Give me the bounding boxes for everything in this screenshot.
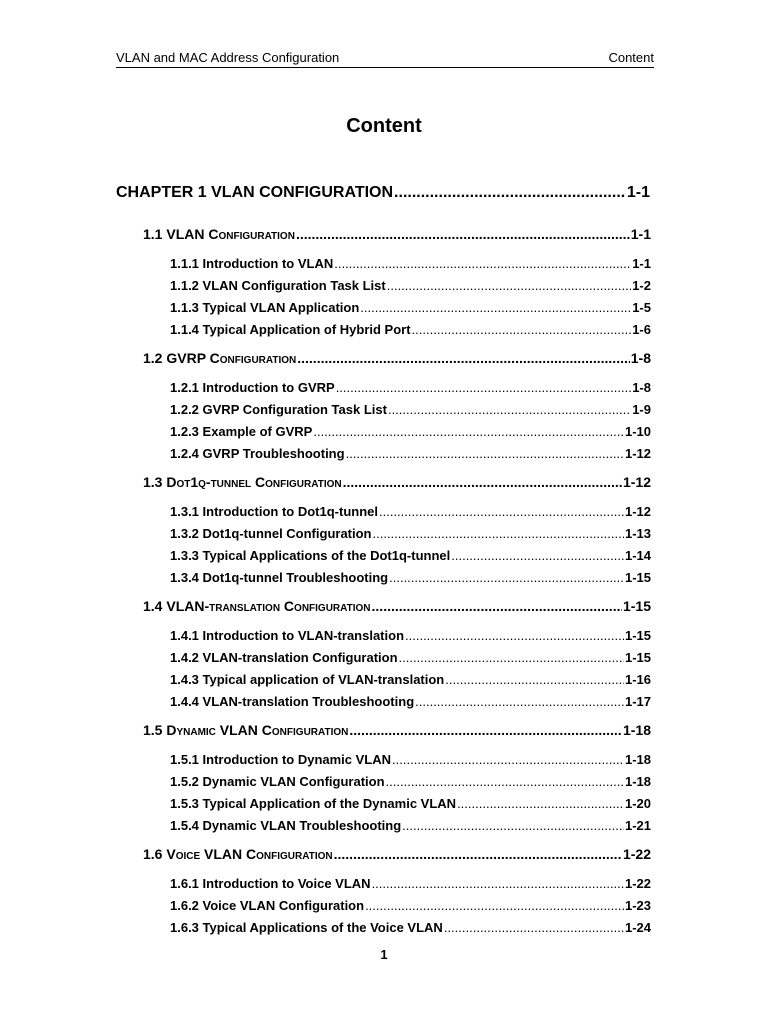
toc-leader xyxy=(387,278,631,293)
toc-section-title: 1.4 VLAN-translation Configuration xyxy=(143,598,371,614)
toc-subsection-title: 1.6.3 Typical Applications of the Voice VLAN xyxy=(170,920,443,935)
toc-leader xyxy=(343,474,622,490)
page-header xyxy=(116,50,654,68)
toc-subsection-page: 1-15 xyxy=(624,570,651,585)
toc-section-page: 1-22 xyxy=(622,846,651,862)
toc-subsection-page: 1-18 xyxy=(624,774,651,789)
toc-leader xyxy=(360,300,631,315)
toc-leader xyxy=(336,380,632,395)
toc-section-title: 1.1 VLAN Configuration xyxy=(143,226,295,242)
toc-section-page: 1-1 xyxy=(630,226,651,242)
toc-subsection-title: 1.4.4 VLAN-translation Troubleshooting xyxy=(170,694,415,709)
toc-subsection-page: 1-13 xyxy=(624,526,651,541)
toc-subsection[interactable] xyxy=(170,278,651,293)
toc-subsection-title: 1.3.2 Dot1q-tunnel Configuration xyxy=(170,526,372,541)
toc-leader xyxy=(372,598,622,614)
toc-subsection-title: 1.2.2 GVRP Configuration Task List xyxy=(170,402,387,417)
toc-subsection[interactable] xyxy=(170,570,651,585)
toc-section[interactable] xyxy=(143,350,651,366)
toc-subsection-page: 1-16 xyxy=(624,672,651,687)
toc-leader xyxy=(389,570,624,585)
toc-leader xyxy=(457,796,624,811)
toc-subsection[interactable] xyxy=(170,920,651,935)
toc-subsection-title: 1.1.3 Typical VLAN Application xyxy=(170,300,360,315)
toc-subsection-page: 1-12 xyxy=(624,446,651,461)
toc-leader xyxy=(334,256,631,271)
toc-subsection-page: 1-6 xyxy=(632,322,651,337)
toc-subsection-title: 1.5.3 Typical Application of the Dynamic VLAN xyxy=(170,796,457,811)
toc-subsection[interactable] xyxy=(170,628,651,643)
toc-leader xyxy=(349,722,622,738)
toc-subsection-title: 1.4.1 Introduction to VLAN-translation xyxy=(170,628,405,643)
toc-subsection-page: 1-10 xyxy=(624,424,651,439)
toc-leader xyxy=(392,752,624,767)
toc-section-page: 1-18 xyxy=(622,722,651,738)
toc-leader xyxy=(415,694,624,709)
toc-subsection[interactable] xyxy=(170,818,651,833)
toc-leader xyxy=(388,402,631,417)
toc-section[interactable] xyxy=(143,474,651,490)
toc-subsection-page: 1-21 xyxy=(624,818,651,833)
toc-section-title: 1.3 Dot1q-tunnel Configuration xyxy=(143,474,342,490)
page-title: Content xyxy=(346,115,422,137)
toc-subsection-title: 1.3.4 Dot1q-tunnel Troubleshooting xyxy=(170,570,389,585)
toc-section-page: 1-15 xyxy=(622,598,651,614)
header-right: Content xyxy=(608,50,654,65)
toc-subsection-page: 1-15 xyxy=(624,628,651,643)
toc-subsection-title: 1.3.3 Typical Applications of the Dot1q-tunnel xyxy=(170,548,451,563)
toc-leader xyxy=(296,226,630,242)
toc-leader xyxy=(334,846,622,862)
toc-subsection[interactable] xyxy=(170,796,651,811)
toc-subsection-page: 1-14 xyxy=(624,548,651,563)
toc-subsection-title: 1.5.2 Dynamic VLAN Configuration xyxy=(170,774,385,789)
toc-subsection-title: 1.5.4 Dynamic VLAN Troubleshooting xyxy=(170,818,402,833)
toc-subsection-page: 1-12 xyxy=(624,504,651,519)
toc-subsection-title: 1.4.3 Typical application of VLAN-translation xyxy=(170,672,445,687)
toc-subsection-page: 1-23 xyxy=(624,898,651,913)
toc-subsection-page: 1-18 xyxy=(624,752,651,767)
toc-subsection-page: 1-17 xyxy=(624,694,651,709)
toc-subsection[interactable] xyxy=(170,402,651,417)
header-left: VLAN and MAC Address Configuration xyxy=(116,50,340,65)
toc-subsection-title: 1.4.2 VLAN-translation Configuration xyxy=(170,650,398,665)
toc-leader xyxy=(365,898,624,913)
toc-subsection[interactable] xyxy=(170,504,651,519)
toc-chapter-title: CHAPTER 1 VLAN CONFIGURATION xyxy=(116,184,394,201)
toc-subsection-title: 1.2.3 Example of GVRP xyxy=(170,424,313,439)
toc-section-page: 1-12 xyxy=(622,474,651,490)
toc-subsection-page: 1-9 xyxy=(632,402,651,417)
toc-subsection[interactable] xyxy=(170,876,651,891)
toc-subsection[interactable] xyxy=(170,380,651,395)
toc-leader xyxy=(405,628,624,643)
toc-leader xyxy=(444,920,624,935)
toc-leader xyxy=(297,350,630,366)
toc-subsection-page: 1-5 xyxy=(632,300,651,315)
toc-subsection[interactable] xyxy=(170,898,651,913)
toc-subsection[interactable] xyxy=(170,650,651,665)
page-number: 1 xyxy=(380,947,388,962)
toc-leader xyxy=(412,322,632,337)
toc-leader xyxy=(313,424,624,439)
toc-subsection[interactable] xyxy=(170,322,651,337)
toc-subsection[interactable] xyxy=(170,752,651,767)
toc-leader xyxy=(372,876,624,891)
toc-chapter-page: 1-1 xyxy=(626,184,650,201)
toc-subsection-title: 1.2.1 Introduction to GVRP xyxy=(170,380,335,395)
toc-leader xyxy=(451,548,624,563)
toc-subsection-title: 1.1.1 Introduction to VLAN xyxy=(170,256,334,271)
toc-subsection[interactable] xyxy=(170,446,651,461)
toc-subsection[interactable] xyxy=(170,548,651,563)
toc-leader xyxy=(346,446,624,461)
toc-section[interactable] xyxy=(143,226,651,242)
toc-subsection-title: 1.2.4 GVRP Troubleshooting xyxy=(170,446,345,461)
toc-subsection-page: 1-8 xyxy=(632,380,651,395)
toc-section-title: 1.5 Dynamic VLAN Configuration xyxy=(143,722,349,738)
toc-subsection[interactable] xyxy=(170,672,651,687)
toc-subsection[interactable] xyxy=(170,526,651,541)
toc-subsection[interactable] xyxy=(170,774,651,789)
toc-subsection-page: 1-2 xyxy=(632,278,651,293)
toc-subsection-title: 1.1.4 Typical Application of Hybrid Port xyxy=(170,322,411,337)
toc-subsection-page: 1-20 xyxy=(624,796,651,811)
toc-subsection[interactable] xyxy=(170,424,651,439)
toc-section-title: 1.6 Voice VLAN Configuration xyxy=(143,846,333,862)
toc-leader xyxy=(386,774,624,789)
toc-section[interactable] xyxy=(143,846,651,862)
toc-subsection-title: 1.6.2 Voice VLAN Configuration xyxy=(170,898,365,913)
toc-leader xyxy=(399,650,624,665)
toc-subsection-page: 1-24 xyxy=(624,920,651,935)
toc-subsection-page: 1-1 xyxy=(632,256,651,271)
toc-section-page: 1-8 xyxy=(630,350,651,366)
toc-chapter[interactable] xyxy=(116,184,650,202)
toc-subsection-title: 1.3.1 Introduction to Dot1q-tunnel xyxy=(170,504,378,519)
toc-leader xyxy=(379,504,624,519)
toc-section[interactable] xyxy=(143,722,651,738)
toc-leader xyxy=(373,526,624,541)
toc-subsection-title: 1.5.1 Introduction to Dynamic VLAN xyxy=(170,752,392,767)
toc-subsection-page: 1-15 xyxy=(624,650,651,665)
toc-subsection-title: 1.6.1 Introduction to Voice VLAN xyxy=(170,876,371,891)
toc-section-title: 1.2 GVRP Configuration xyxy=(143,350,297,366)
toc-section[interactable] xyxy=(143,598,651,614)
toc-leader xyxy=(445,672,624,687)
toc-subsection-page: 1-22 xyxy=(624,876,651,891)
toc-leader xyxy=(394,184,626,202)
toc-subsection-title: 1.1.2 VLAN Configuration Task List xyxy=(170,278,386,293)
toc-subsection[interactable] xyxy=(170,300,651,315)
toc-subsection[interactable] xyxy=(170,256,651,271)
toc-leader xyxy=(402,818,624,833)
toc-subsection[interactable] xyxy=(170,694,651,709)
